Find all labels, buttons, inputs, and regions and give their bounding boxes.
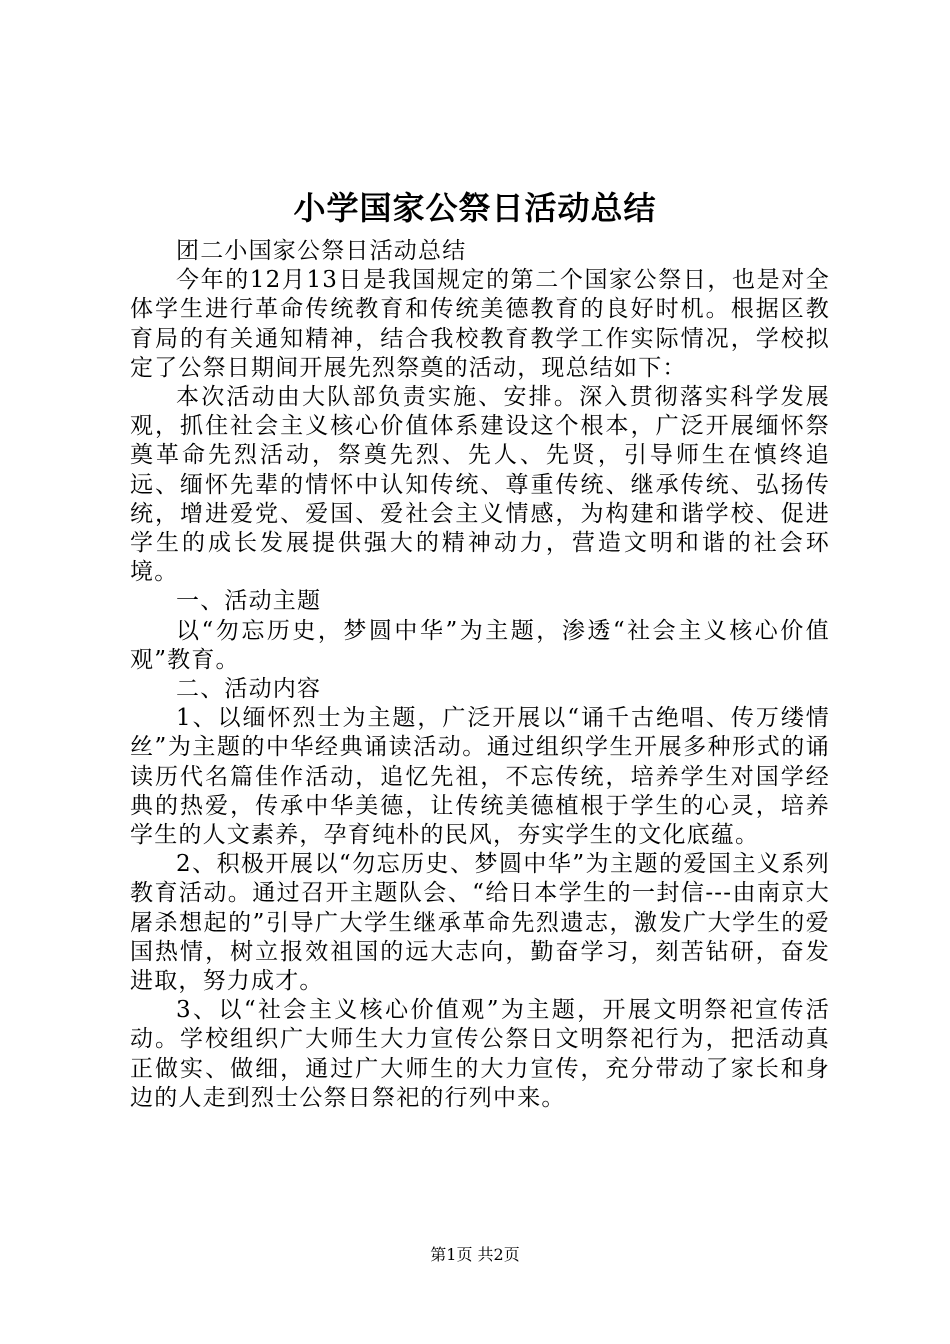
overview-paragraph: 本次活动由大队部负责实施、安排。深入贯彻落实科学发展观，抓住社会主义核心价值体系建设这个根本，广泛开展缅怀祭奠革命先烈活动，祭奠先烈、先人、先贤，引导师生在慎终追远、缅怀先辈的情怀中认知传统、尊重传统、继承传统、弘扬传统，增进爱党、爱国、爱社会主义情感，为构建和谐学校、促进学生的成长发展提供强大的精神动力，营造文明和谐的社会环境。 [130, 384, 830, 586]
document-title: 小学国家公祭日活动总结 [293, 189, 657, 227]
document-body [130, 237, 830, 1113]
theme-paragraph: 以“勿忘历史，梦圆中华”为主题，渗透“社会主义核心价值观”教育。 [130, 617, 830, 673]
section-heading-theme: 一、活动主题 [176, 588, 322, 615]
content-item-3: 3、以“社会主义核心价值观”为主题，开展文明祭祀宣传活动。学校组织广大师生大力宣传公祭日文明祭祀行为，把活动真正做实、做细，通过广大师生的大力宣传，充分带动了家长和身边的人走到烈士公祭日祭祀的行列中来。 [130, 997, 830, 1111]
content-item-1: 1、以缅怀烈士为主题，广泛开展以“诵千古绝唱、传万缕情丝”为主题的中华经典诵读活动。通过组织学生开展多种形式的诵读历代名篇佳作活动，追忆先祖，不忘传统，培养学生对国学经典的热爱，传承中华美德，让传统美德植根于学生的心灵，培养学生的人文素养，孕育纯朴的民风，夯实学生的文化底蕴。 [130, 705, 830, 849]
subtitle-paragraph: 团二小国家公祭日活动总结 [176, 238, 467, 264]
section-heading-content: 二、活动内容 [176, 676, 322, 703]
intro-paragraph: 今年的12月13日是我国规定的第二个国家公祭日，也是对全体学生进行革命传统教育和传统美德教育的良好时机。根据区教育局的有关通知精神，结合我校教育教学工作实际情况，学校拟定了公祭日期间开展先烈祭奠的活动，现总结如下： [130, 267, 830, 381]
content-item-2: 2、积极开展以“勿忘历史、梦圆中华”为主题的爱国主义系列教育活动。通过召开主题队会、“给日本学生的一封信---由南京大屠杀想起的”引导广大学生继承革命先烈遗志，激发广大学生的爱国热情，树立报效祖国的远大志向，勤奋学习，刻苦钻研，奋发进取，努力成才。 [130, 851, 830, 995]
page-footer: 第1页 共2页 [430, 1245, 520, 1264]
